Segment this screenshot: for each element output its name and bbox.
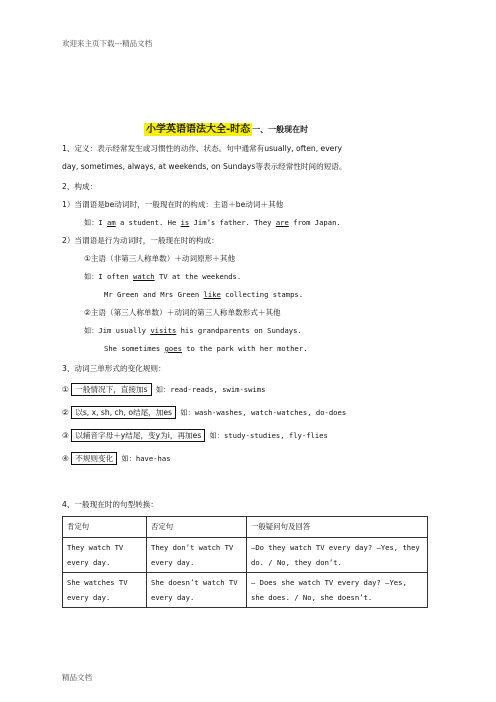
- example-visits: 如：Jim usually visits his grandparents on Sundays.: [84, 326, 302, 335]
- page-header: 欢迎来主页下载---精品文档: [62, 39, 153, 48]
- rule-item: ① 一般情况下，直接加s 如：read-reads, swim-swims: [62, 385, 266, 394]
- table-cell: —Do they watch TV every day? —Yes, they do. / No, they don’t.: [247, 538, 428, 573]
- table-row: [63, 538, 428, 573]
- structure-heading: 2、构成：: [62, 182, 98, 191]
- structure-p1: 1）当谓语是be动词时，一般现在时的构成：主语＋be动词＋其他: [62, 200, 284, 209]
- page-footer: 精品文档: [62, 673, 92, 682]
- table-cell: They don’t watch TV every day.: [147, 538, 247, 573]
- structure-p2: 2）当谓语是行为动词时，一般现在时的构成：: [62, 236, 219, 245]
- table-heading: 4、一般现在时的句型转换：: [62, 500, 158, 509]
- title-highlight: 小学英语语法大全-时态: [146, 124, 251, 135]
- example-goes: She sometimes goes to the park with her mother.: [104, 344, 308, 353]
- column-header: 肯定句: [63, 517, 147, 538]
- definition-line-2: day, sometimes, always, at weekends, on Sundays等表示经常性时间的短语。: [62, 162, 347, 171]
- rule-box: 不规则变化: [71, 452, 117, 465]
- column-header: 否定句: [147, 517, 247, 538]
- page-title: [144, 120, 308, 135]
- example-watch: 如：I often watch TV at the weekends.: [84, 272, 242, 281]
- rule-box: 以s, x, sh, ch, o结尾，加es: [71, 406, 176, 419]
- table-header-row: [63, 517, 428, 538]
- rule-item: ③ 以辅音字母＋y结尾，变y为i，再加es 如：study-studies, fly-flies: [62, 431, 328, 440]
- rule-box: 以辅音字母＋y结尾，变y为i，再加es: [71, 429, 205, 442]
- table-cell: They watch TV every day.: [63, 538, 147, 573]
- table-row: [63, 573, 428, 608]
- column-header: 一般疑问句及回答: [247, 517, 428, 538]
- definition-line-1: 1、定义：表示经常发生或习惯性的动作、状态。句中通常有usually, often, every: [62, 144, 342, 153]
- example-be: 如：I am a student. He is Jim’s father. They are from Japan.: [84, 218, 341, 227]
- rules-heading: 3、动词三单形式的变化规则：: [62, 364, 166, 373]
- structure-p2b: ②主语（第三人称单数）＋动词的第三人称单数形式＋其他: [84, 308, 281, 317]
- rule-item: ② 以s, x, sh, ch, o结尾，加es 如：wash-washes, watch-watches, do-does: [62, 408, 347, 417]
- table-cell: — Does she watch TV every day? —Yes, she does. / No, she doesn’t.: [247, 573, 428, 608]
- title-section: 一、一般现在时: [252, 125, 309, 134]
- example-like: Mr Green and Mrs Green like collecting stamps.: [104, 290, 304, 299]
- table-cell: She doesn’t watch TV every day.: [147, 573, 247, 608]
- table-cell: She watches TV every day.: [63, 573, 147, 608]
- rule-item: ④ 不规则变化 如：have-has: [62, 454, 171, 463]
- structure-p2a: ①主语（非第三人称单数）＋动词原形＋其他: [84, 254, 236, 263]
- rule-box: 一般情况下，直接加s: [71, 383, 151, 396]
- sentence-type-table: [62, 516, 428, 608]
